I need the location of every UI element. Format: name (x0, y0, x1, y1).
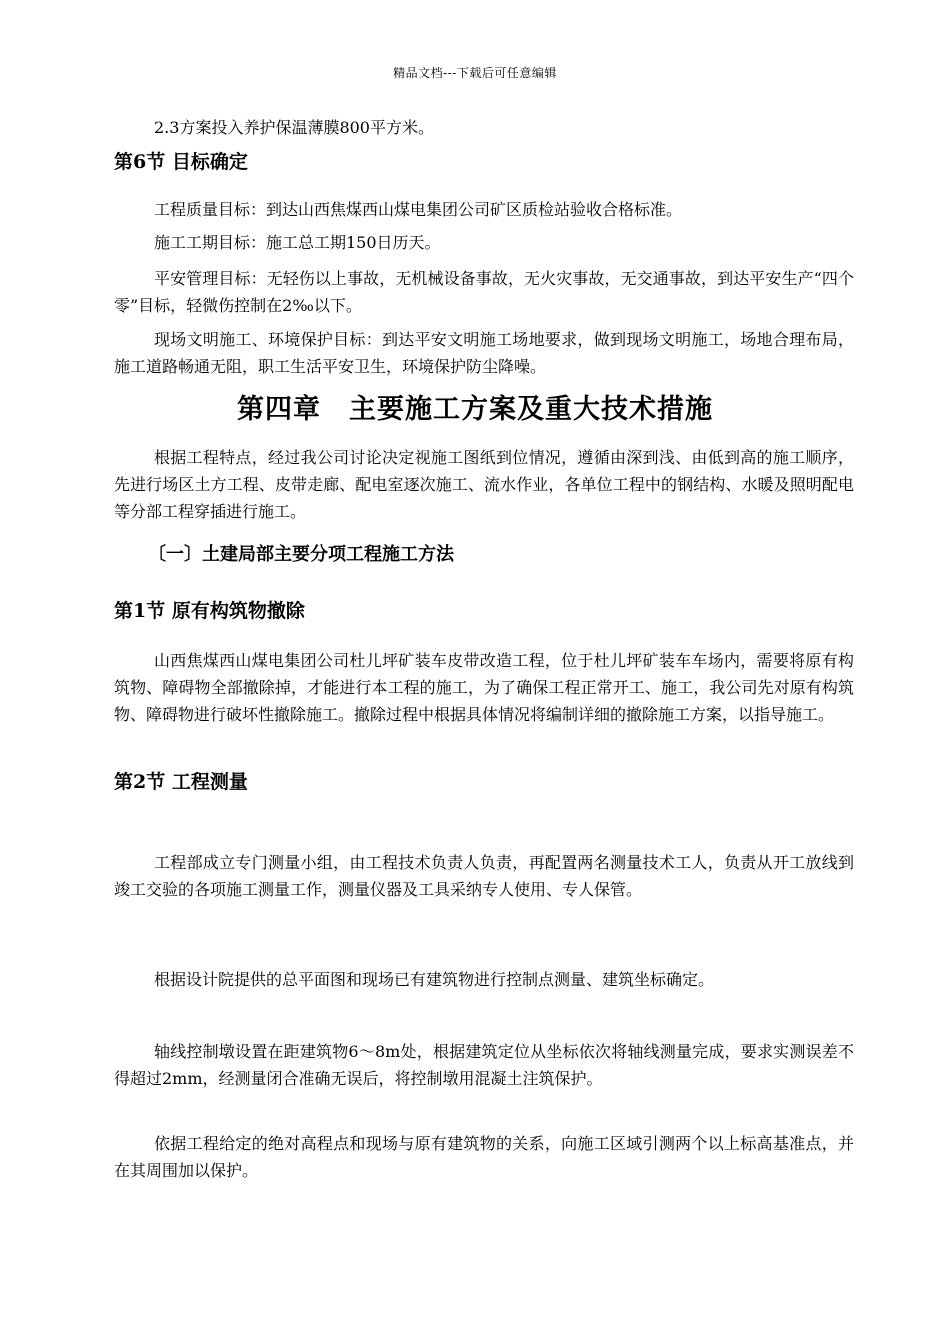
subsection-1-heading: 〔一〕土建局部主要分项工程施工方法 (148, 544, 454, 565)
section-1-heading: 第1节 原有构筑物撤除 (114, 600, 305, 622)
chapter-4-title: 第四章 主要施工方案及重大技术措施 (237, 394, 713, 425)
civilized-construction-paragraph: 现场文明施工、环境保护目标：到达平安文明施工场地要求，做到现场文明施工，场地合理布局，施工道路畅通无阻，职工生活平安卫生，环境保护防尘降噪。 (114, 330, 854, 376)
section-2-heading: 第2节 工程测量 (114, 771, 248, 793)
schedule-target-paragraph: 施工工期目标：施工总工期150日历天。 (154, 233, 441, 252)
section-6-heading: 第6节 目标确定 (114, 151, 248, 173)
quality-target-paragraph: 工程质量目标：到达山西焦煤西山煤电集团公司矿区质检站验收合格标准。 (154, 200, 683, 219)
chapter-4-intro: 根据工程特点，经过我公司讨论决定视施工图纸到位情况，遵循由深到浅、由低到高的施工顺序，先进行场区土方工程、皮带走廊、配电室逐次施工、流水作业，各单位工程中的钢结构、水暖及照明配电等分部工程穿插进行施工。 (114, 448, 854, 521)
demolition-paragraph: 山西焦煤西山煤电集团公司杜儿坪矿装车皮带改造工程，位于杜儿坪矿装车车场内，需要将原有构筑物、障碍物全部撤除掉，才能进行本工程的施工，为了确保工程正常开工、施工，我公司先对原有构筑物、障碍物进行破坏性撤除施工。撤除过程中根据具体情况将编制详细的撤除施工方案，以指导施工。 (114, 651, 854, 724)
control-point-paragraph: 根据设计院提供的总平面图和现场已有建筑物进行控制点测量、建筑坐标确定。 (154, 970, 715, 989)
page-header: 精品文档---下载后可任意编辑 (393, 66, 557, 80)
paragraph-2-3: 2.3方案投入养护保温薄膜800平方米。 (154, 118, 434, 137)
safety-target-paragraph: 平安管理目标：无轻伤以上事故，无机械设备事故，无火灾事故，无交通事故，到达平安生产“四个零”目标，轻微伤控制在2‰以下。 (114, 269, 854, 315)
elevation-benchmark-paragraph: 依据工程给定的绝对高程点和现场与原有建筑物的关系，向施工区域引测两个以上标高基准点，并在其周围加以保护。 (114, 1134, 854, 1180)
survey-team-paragraph: 工程部成立专门测量小组，由工程技术负责人负责，再配置两名测量技术工人，负责从开工放线到竣工交验的各项施工测量工作，测量仪器及工具采纳专人使用、专人保管。 (114, 853, 854, 899)
axis-control-paragraph: 轴线控制墩设置在距建筑物6～8m处，根据建筑定位从坐标依次将轴线测量完成，要求实测误差不得超过2mm，经测量闭合准确无误后，将控制墩用混凝土注筑保护。 (114, 1042, 854, 1088)
